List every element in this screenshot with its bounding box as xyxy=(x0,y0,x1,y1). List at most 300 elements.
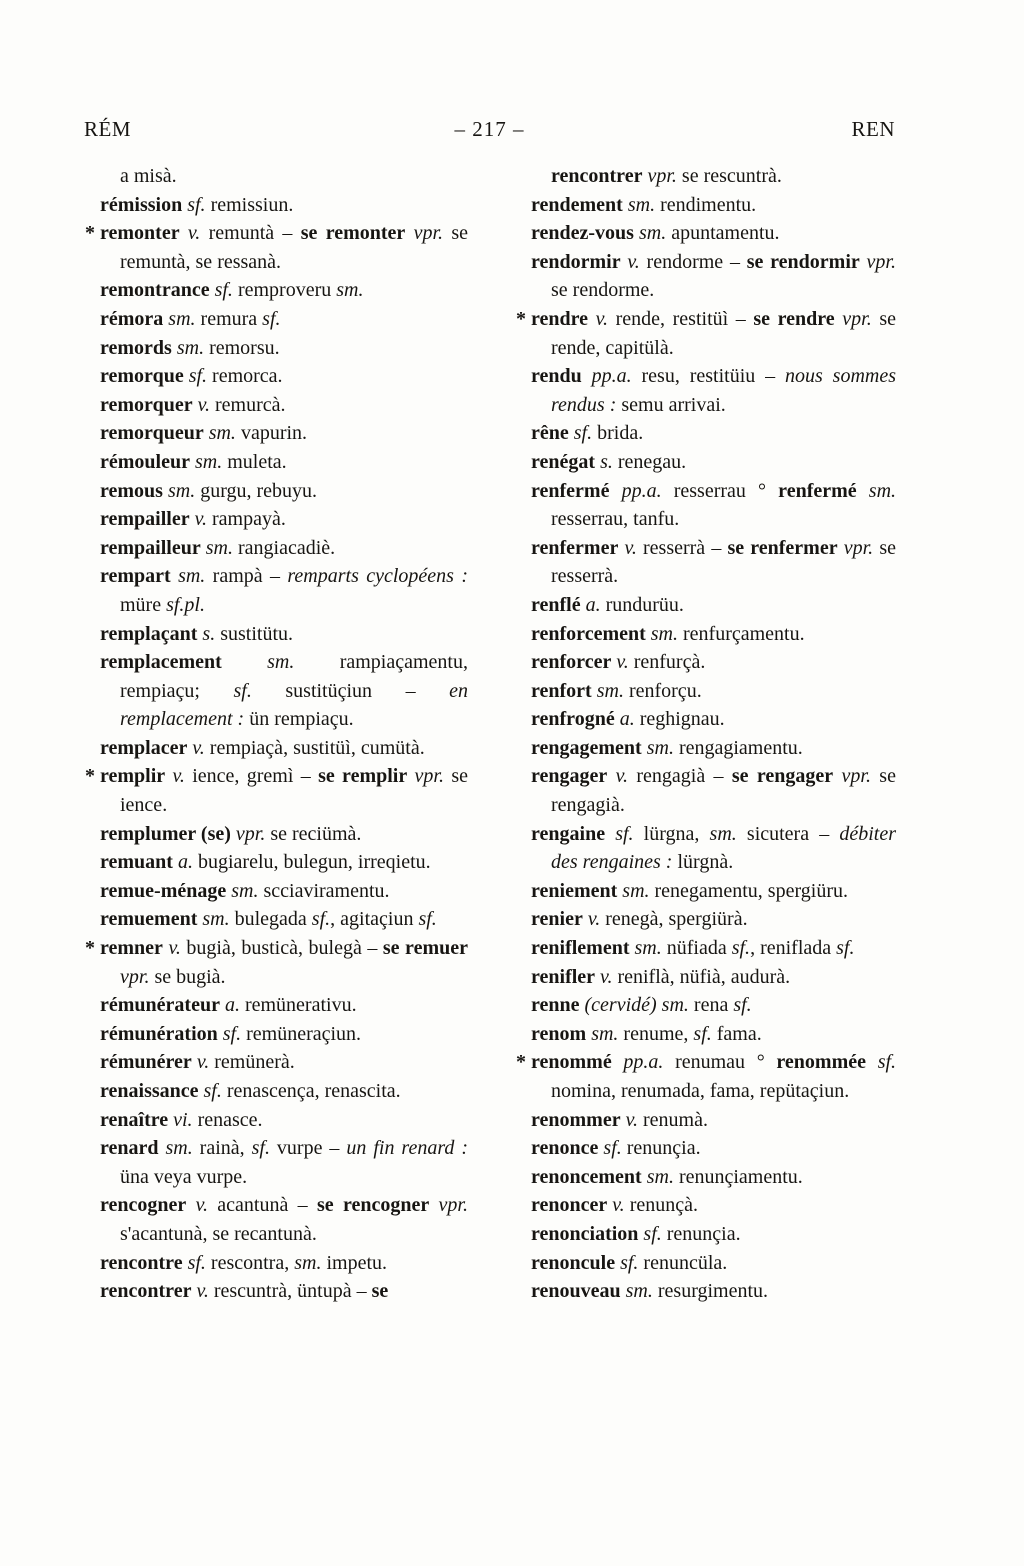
translation-text: rendorme – xyxy=(639,250,747,273)
translation-text: acantunà – xyxy=(207,1194,317,1217)
grammar-abbr: v. xyxy=(607,765,629,788)
translation-text: renumà. xyxy=(638,1108,708,1131)
dictionary-entry xyxy=(515,1106,896,1135)
dictionary-entry xyxy=(515,762,896,819)
translation-text xyxy=(857,480,869,502)
dictionary-entry-continuation xyxy=(84,162,468,191)
grammar-abbr: vpr. xyxy=(438,1194,468,1217)
translation-text: resserrà – xyxy=(636,536,728,559)
dictionary-entry xyxy=(515,305,896,362)
headword: renfermer xyxy=(531,536,619,559)
translation-text: remuntà – xyxy=(200,222,301,245)
translation-text: renumau ° xyxy=(663,1051,777,1074)
translation-text: remproveru xyxy=(232,279,337,302)
translation-text: rangiacadiè. xyxy=(232,536,336,559)
translation-text: renascença, renascita. xyxy=(221,1080,401,1102)
translation-text: nüfiada xyxy=(661,937,732,960)
grammar-abbr: v. xyxy=(620,250,640,273)
headword: remuant xyxy=(100,851,173,874)
dictionary-entry xyxy=(84,762,468,819)
translation-text: renunçia. xyxy=(621,1137,701,1160)
grammar-abbr: sf. xyxy=(182,1251,206,1274)
dictionary-entry xyxy=(84,276,468,305)
grammar-abbr: remparts cyclopéens : xyxy=(287,565,468,588)
grammar-abbr: sf. xyxy=(262,307,281,330)
translation-text: renforçu. xyxy=(623,679,702,702)
translation-text: renegau. xyxy=(612,450,687,473)
dictionary-entry xyxy=(515,877,896,906)
translation-text: renasce. xyxy=(192,1108,263,1131)
dictionary-entry xyxy=(515,1020,896,1049)
translation-text: remurcà. xyxy=(209,393,286,416)
grammar-abbr: sf. xyxy=(598,1137,622,1160)
grammar-abbr: sf. xyxy=(731,937,751,960)
dictionary-entry xyxy=(84,1077,468,1106)
translation-text: lürgnà. xyxy=(672,851,734,874)
translation-text: sustitüçiun – xyxy=(251,679,450,702)
translation-text xyxy=(429,1194,438,1216)
grammar-abbr: vi. xyxy=(168,1108,193,1131)
translation-text: s'acantunà, se recantunà. xyxy=(120,1222,317,1245)
dictionary-entry xyxy=(84,905,468,934)
dictionary-entry xyxy=(515,219,896,248)
text-columns xyxy=(84,162,896,1306)
grammar-abbr: sf. xyxy=(209,279,233,302)
dictionary-entry xyxy=(515,191,896,220)
translation-text: reniflà, nüfià, audurà. xyxy=(612,965,791,988)
header-page-number: – 217 – xyxy=(454,117,525,141)
headword: se remplir xyxy=(318,765,408,788)
dictionary-entry xyxy=(84,191,468,220)
headword: remonter xyxy=(100,222,180,245)
headword: renard xyxy=(100,1137,159,1160)
grammar-abbr: s. xyxy=(197,622,216,645)
grammar-abbr: débiter des rengaines : xyxy=(551,822,897,874)
dictionary-entry xyxy=(84,1134,468,1191)
dictionary-entry xyxy=(515,477,896,534)
page-header xyxy=(84,117,895,143)
translation-text: se resserrà. xyxy=(551,536,896,588)
grammar-abbr: sm. xyxy=(629,937,662,960)
grammar-abbr: vpr. xyxy=(842,307,872,330)
column-right xyxy=(515,162,896,1306)
translation-text: remorsu. xyxy=(204,336,280,359)
entry-asterisk: * xyxy=(516,307,526,330)
grammar-abbr: v. xyxy=(607,1194,625,1217)
dictionary-entry xyxy=(84,620,468,649)
headword: renonciation xyxy=(531,1222,639,1245)
translation-text: sicutera – xyxy=(736,822,840,845)
dictionary-entry xyxy=(515,1163,896,1192)
translation-text: renunçia. xyxy=(661,1222,741,1245)
grammar-abbr: vpr. xyxy=(843,536,874,559)
dictionary-entry xyxy=(515,534,896,591)
dictionary-entry xyxy=(84,1249,468,1278)
headword: rêne xyxy=(531,422,569,445)
headword: renoncement xyxy=(531,1165,642,1188)
headword: remplaçant xyxy=(100,622,198,645)
headword: renforcement xyxy=(531,622,646,645)
headword: se rengager xyxy=(731,765,834,788)
dictionary-entry xyxy=(84,419,468,448)
translation-text: lürgna, xyxy=(633,822,710,845)
headword: renfort xyxy=(531,679,592,702)
grammar-abbr: sf. xyxy=(568,422,593,445)
dictionary-entry xyxy=(84,934,468,991)
headword: renommé xyxy=(531,1051,612,1074)
translation-text: reghignau. xyxy=(634,708,725,731)
translation-text: rescuntrà, üntupà – xyxy=(208,1280,372,1303)
grammar-abbr: a. xyxy=(580,593,601,616)
headword: reniement xyxy=(531,879,618,902)
headword: renifler xyxy=(531,965,596,988)
translation-text: sustitütu. xyxy=(215,622,293,645)
dictionary-entry xyxy=(515,591,896,620)
dictionary-entry xyxy=(515,963,896,992)
translation-text: nomina, renumada, fama, repütaçiun. xyxy=(551,1080,850,1102)
translation-text: rendimentu. xyxy=(655,193,757,216)
translation-text: remünerativu. xyxy=(239,994,357,1017)
grammar-abbr: (cervidé) sm. xyxy=(579,994,689,1017)
dictionary-entry xyxy=(84,734,468,763)
translation-text: , reniflada xyxy=(750,937,837,960)
headword: renonce xyxy=(531,1137,599,1160)
grammar-abbr: sm. xyxy=(294,1251,322,1274)
grammar-abbr: sm. xyxy=(336,279,364,302)
translation-text: se remuntà, se ressanà. xyxy=(120,222,469,273)
dictionary-entry xyxy=(84,1277,468,1306)
grammar-abbr: v. xyxy=(618,536,637,559)
grammar-abbr: vpr. xyxy=(841,765,871,788)
translation-text: rampà – xyxy=(205,565,288,588)
translation-text: bugià, busticà, bulegà – xyxy=(180,937,383,960)
dictionary-entry xyxy=(515,362,896,419)
headword: remplumer (se) xyxy=(100,822,231,845)
grammar-abbr: sm. xyxy=(200,536,233,559)
translation-text: se bugià. xyxy=(149,965,226,988)
grammar-abbr: sf. xyxy=(418,908,437,931)
translation-text xyxy=(405,222,413,244)
dictionary-entry xyxy=(84,391,468,420)
grammar-abbr: v. xyxy=(179,222,201,245)
headword: rémunération xyxy=(100,1022,218,1045)
headword: rémora xyxy=(100,307,164,330)
translation-text: se ience. xyxy=(120,765,468,817)
headword: renfrogné xyxy=(531,708,615,731)
grammar-abbr: sm. xyxy=(158,1137,193,1160)
headword: remorquer xyxy=(100,393,193,416)
translation-text: renume, xyxy=(618,1022,694,1045)
grammar-abbr: sf. xyxy=(877,1051,897,1074)
dictionary-entry xyxy=(515,705,896,734)
translation-text: muleta. xyxy=(222,450,287,473)
grammar-abbr: pp.a. xyxy=(581,365,632,388)
translation-text: semu arrivai. xyxy=(616,393,726,416)
headword: renflé xyxy=(531,593,581,616)
translation-text xyxy=(833,765,841,787)
headword: renouveau xyxy=(531,1280,621,1303)
headword: renforcer xyxy=(531,651,612,674)
dictionary-entry xyxy=(515,734,896,763)
dictionary-entry xyxy=(84,448,468,477)
entry-asterisk: * xyxy=(85,222,95,245)
translation-text: bugiarelu, bulegun, irreqietu. xyxy=(192,851,431,874)
grammar-abbr: pp.a. xyxy=(609,479,662,502)
headword: renne xyxy=(531,994,580,1017)
grammar-abbr: vpr. xyxy=(230,822,266,845)
dictionary-entry xyxy=(84,648,468,734)
headword: remorque xyxy=(100,365,184,388)
grammar-abbr: a. xyxy=(172,851,193,874)
grammar-abbr: sm. xyxy=(709,822,737,845)
headword: remplacer xyxy=(100,736,188,759)
grammar-abbr: a. xyxy=(614,708,635,731)
translation-text: renunçiamentu. xyxy=(673,1165,803,1188)
grammar-abbr: v. xyxy=(192,393,210,416)
headword: rendormir xyxy=(531,250,621,273)
dictionary-entry xyxy=(84,219,468,276)
translation-text: se rescuntrà. xyxy=(676,165,782,187)
grammar-abbr: v. xyxy=(582,908,601,931)
headword: se remonter xyxy=(300,222,406,245)
grammar-abbr: sf. xyxy=(233,679,252,702)
grammar-abbr: sf. xyxy=(615,1251,639,1274)
dictionary-entry xyxy=(515,1249,896,1278)
headword: remuement xyxy=(100,908,198,931)
dictionary-entry xyxy=(515,648,896,677)
headword: rendu xyxy=(531,365,582,388)
grammar-abbr: v. xyxy=(189,508,208,531)
headword: remorqueur xyxy=(100,422,204,445)
headword: rencontrer xyxy=(100,1280,192,1303)
translation-text: ün rempiaçu. xyxy=(244,708,354,731)
grammar-abbr: sm. xyxy=(170,565,206,588)
dictionary-entry xyxy=(84,562,468,619)
grammar-abbr: sm. xyxy=(633,222,667,245)
grammar-abbr: v. xyxy=(191,1051,210,1074)
grammar-abbr: en remplacement : xyxy=(120,679,468,731)
grammar-abbr: v. xyxy=(186,1194,208,1217)
grammar-abbr: sf. xyxy=(605,822,634,845)
dictionary-entry xyxy=(515,820,896,877)
headword: renoncer xyxy=(531,1194,608,1217)
headword: rémission xyxy=(100,193,183,216)
grammar-abbr: sm. xyxy=(620,1280,653,1303)
headword: rémunérateur xyxy=(100,994,220,1017)
dictionary-entry xyxy=(84,877,468,906)
translation-text: resserrau, tanfu. xyxy=(551,508,680,531)
headword: remner xyxy=(100,937,163,960)
translation-text: renegà, spergiürà. xyxy=(600,908,748,931)
translation-text: rampiaçamentu, rempiaçu; xyxy=(120,651,468,702)
headword: renom xyxy=(531,1022,587,1045)
headword: remous xyxy=(100,479,163,502)
translation-text: rundurüu. xyxy=(600,593,684,616)
headword: rencontrer xyxy=(551,165,643,187)
headword: rengagement xyxy=(531,736,642,759)
headword: rempailler xyxy=(100,508,190,531)
headword: se remuer xyxy=(382,937,468,960)
grammar-abbr: sm. xyxy=(641,736,674,759)
headword: remontrance xyxy=(100,279,210,302)
translation-text: rainà, xyxy=(192,1137,252,1160)
grammar-abbr: sf. xyxy=(638,1222,662,1245)
translation-text: resurgimentu. xyxy=(652,1280,769,1303)
headword: rempailleur xyxy=(100,536,201,559)
grammar-abbr: v. xyxy=(588,307,609,330)
dictionary-entry xyxy=(515,419,896,448)
grammar-abbr: nous sommes rendus : xyxy=(551,365,896,416)
grammar-abbr: v. xyxy=(611,651,629,674)
translation-text: remünerà. xyxy=(209,1051,295,1074)
dictionary-entry xyxy=(515,905,896,934)
dictionary-entry xyxy=(515,991,896,1020)
grammar-abbr: sm. xyxy=(162,479,196,502)
translation-text: ience, gremì – xyxy=(184,765,319,788)
grammar-abbr: s. xyxy=(595,450,613,473)
dictionary-entry xyxy=(84,477,468,506)
headword: renaître xyxy=(100,1108,169,1131)
grammar-abbr: pp.a. xyxy=(611,1051,664,1074)
headword: remplir xyxy=(100,765,166,788)
translation-text: bulegada xyxy=(229,908,312,931)
grammar-abbr: sf. xyxy=(217,1022,242,1045)
grammar-abbr: v. xyxy=(165,765,185,788)
headword: rengaine xyxy=(531,822,606,845)
grammar-abbr: a. xyxy=(219,994,240,1017)
grammar-abbr: sm. xyxy=(586,1022,619,1045)
dictionary-entry xyxy=(84,1020,468,1049)
dictionary-entry xyxy=(515,448,896,477)
dictionary-entry xyxy=(515,1191,896,1220)
translation-text: rescontra, xyxy=(205,1251,295,1274)
grammar-abbr: sm. xyxy=(197,908,230,931)
grammar-abbr: vpr. xyxy=(647,165,677,187)
translation-text: rende, restitüì – xyxy=(608,307,754,330)
grammar-abbr: sm. xyxy=(189,450,223,473)
entry-asterisk: * xyxy=(516,1051,526,1074)
dictionary-entry xyxy=(515,677,896,706)
translation-text: remüneraçiun. xyxy=(241,1022,362,1045)
grammar-abbr: sf.pl. xyxy=(166,593,205,616)
grammar-abbr: sm. xyxy=(221,651,295,674)
headword: renommée xyxy=(776,1051,866,1074)
headword: remue-ménage xyxy=(100,879,227,902)
headword: se rendormir xyxy=(746,250,860,273)
dictionary-entry xyxy=(515,934,896,963)
translation-text: renegamentu, spergiüru. xyxy=(649,879,848,902)
grammar-abbr: sf. xyxy=(836,937,855,960)
grammar-abbr: un fin renard : xyxy=(346,1137,468,1160)
headword: se xyxy=(371,1280,389,1303)
grammar-abbr: sm. xyxy=(645,622,678,645)
headword: renommer xyxy=(531,1108,621,1131)
dictionary-entry xyxy=(84,362,468,391)
headword: rémouleur xyxy=(100,450,190,473)
grammar-abbr: v. xyxy=(191,1280,209,1303)
translation-text: rempiaçà, sustitüì, cumütà. xyxy=(204,736,425,759)
headword: rendement xyxy=(531,193,623,216)
translation-text: fama. xyxy=(711,1022,762,1045)
headword: rencogner xyxy=(100,1194,187,1217)
grammar-abbr: sf. xyxy=(311,908,331,931)
translation-text: renfurçamentu. xyxy=(678,622,805,645)
grammar-abbr: vpr. xyxy=(414,765,444,788)
dictionary-entry xyxy=(84,1048,468,1077)
translation-text: müre xyxy=(120,593,167,616)
translation-text: renfurçà. xyxy=(628,651,706,674)
dictionary-entry xyxy=(84,848,468,877)
headword: rengager xyxy=(531,765,608,788)
translation-text xyxy=(860,251,867,273)
translation-text: renuncüla. xyxy=(638,1251,728,1274)
translation-text: rengagià – xyxy=(628,765,732,788)
headword: reniflement xyxy=(531,937,630,960)
entry-asterisk: * xyxy=(85,937,95,960)
translation-text: resu, restitüiu – xyxy=(631,365,785,388)
headword: renaissance xyxy=(100,1080,199,1102)
translation-text: üna veya vurpe. xyxy=(120,1165,248,1188)
grammar-abbr: sm. xyxy=(591,679,624,702)
translation-text xyxy=(407,765,414,787)
translation-text: se reciümà. xyxy=(265,822,362,845)
translation-text: impetu. xyxy=(321,1251,387,1274)
header-guide-word-right: REN xyxy=(851,117,895,141)
dictionary-entry xyxy=(84,534,468,563)
translation-text: rengagiamentu. xyxy=(673,736,803,759)
translation-text: , agitaçiun xyxy=(330,908,419,931)
headword: renégat xyxy=(531,450,596,473)
translation-text: apuntamentu. xyxy=(666,222,780,245)
grammar-abbr: sf. xyxy=(198,1080,222,1102)
translation-text: remura xyxy=(195,307,263,330)
grammar-abbr: sm. xyxy=(163,307,196,330)
headword: rempart xyxy=(100,565,171,588)
dictionary-entry xyxy=(84,334,468,363)
dictionary-entry xyxy=(84,1191,468,1248)
grammar-abbr: sm. xyxy=(171,336,205,359)
translation-text: gurgu, rebuyu. xyxy=(195,479,318,502)
headword: se renfermer xyxy=(727,536,838,559)
headword: rendre xyxy=(531,307,589,330)
dictionary-entry xyxy=(515,620,896,649)
dictionary-entry-continuation xyxy=(515,162,896,191)
header-guide-word-left: RÉM xyxy=(84,117,132,141)
dictionary-entry xyxy=(515,1134,896,1163)
translation-text: remissiun. xyxy=(205,193,294,216)
grammar-abbr: v. xyxy=(162,937,181,960)
grammar-abbr: v. xyxy=(187,736,205,759)
translation-text xyxy=(866,1051,878,1073)
translation-text: rampayà. xyxy=(207,508,286,531)
grammar-abbr: sf. xyxy=(182,193,206,216)
translation-text: brida. xyxy=(592,422,644,445)
grammar-abbr: sf. xyxy=(251,1137,270,1160)
translation-text: vurpe – xyxy=(269,1137,347,1160)
translation-text: scciaviramentu. xyxy=(258,879,390,902)
translation-text: se rendorme. xyxy=(551,279,655,302)
translation-text: rena xyxy=(688,994,734,1017)
dictionary-entry xyxy=(515,1048,896,1105)
dictionary-entry xyxy=(84,991,468,1020)
grammar-abbr: sm. xyxy=(641,1165,674,1188)
headword: renier xyxy=(531,908,583,931)
translation-text: se rende, capitülà. xyxy=(551,307,896,359)
dictionary-entry xyxy=(84,1106,468,1135)
dictionary-entry xyxy=(84,505,468,534)
dictionary-entry xyxy=(515,248,896,305)
headword: renoncule xyxy=(531,1251,616,1274)
